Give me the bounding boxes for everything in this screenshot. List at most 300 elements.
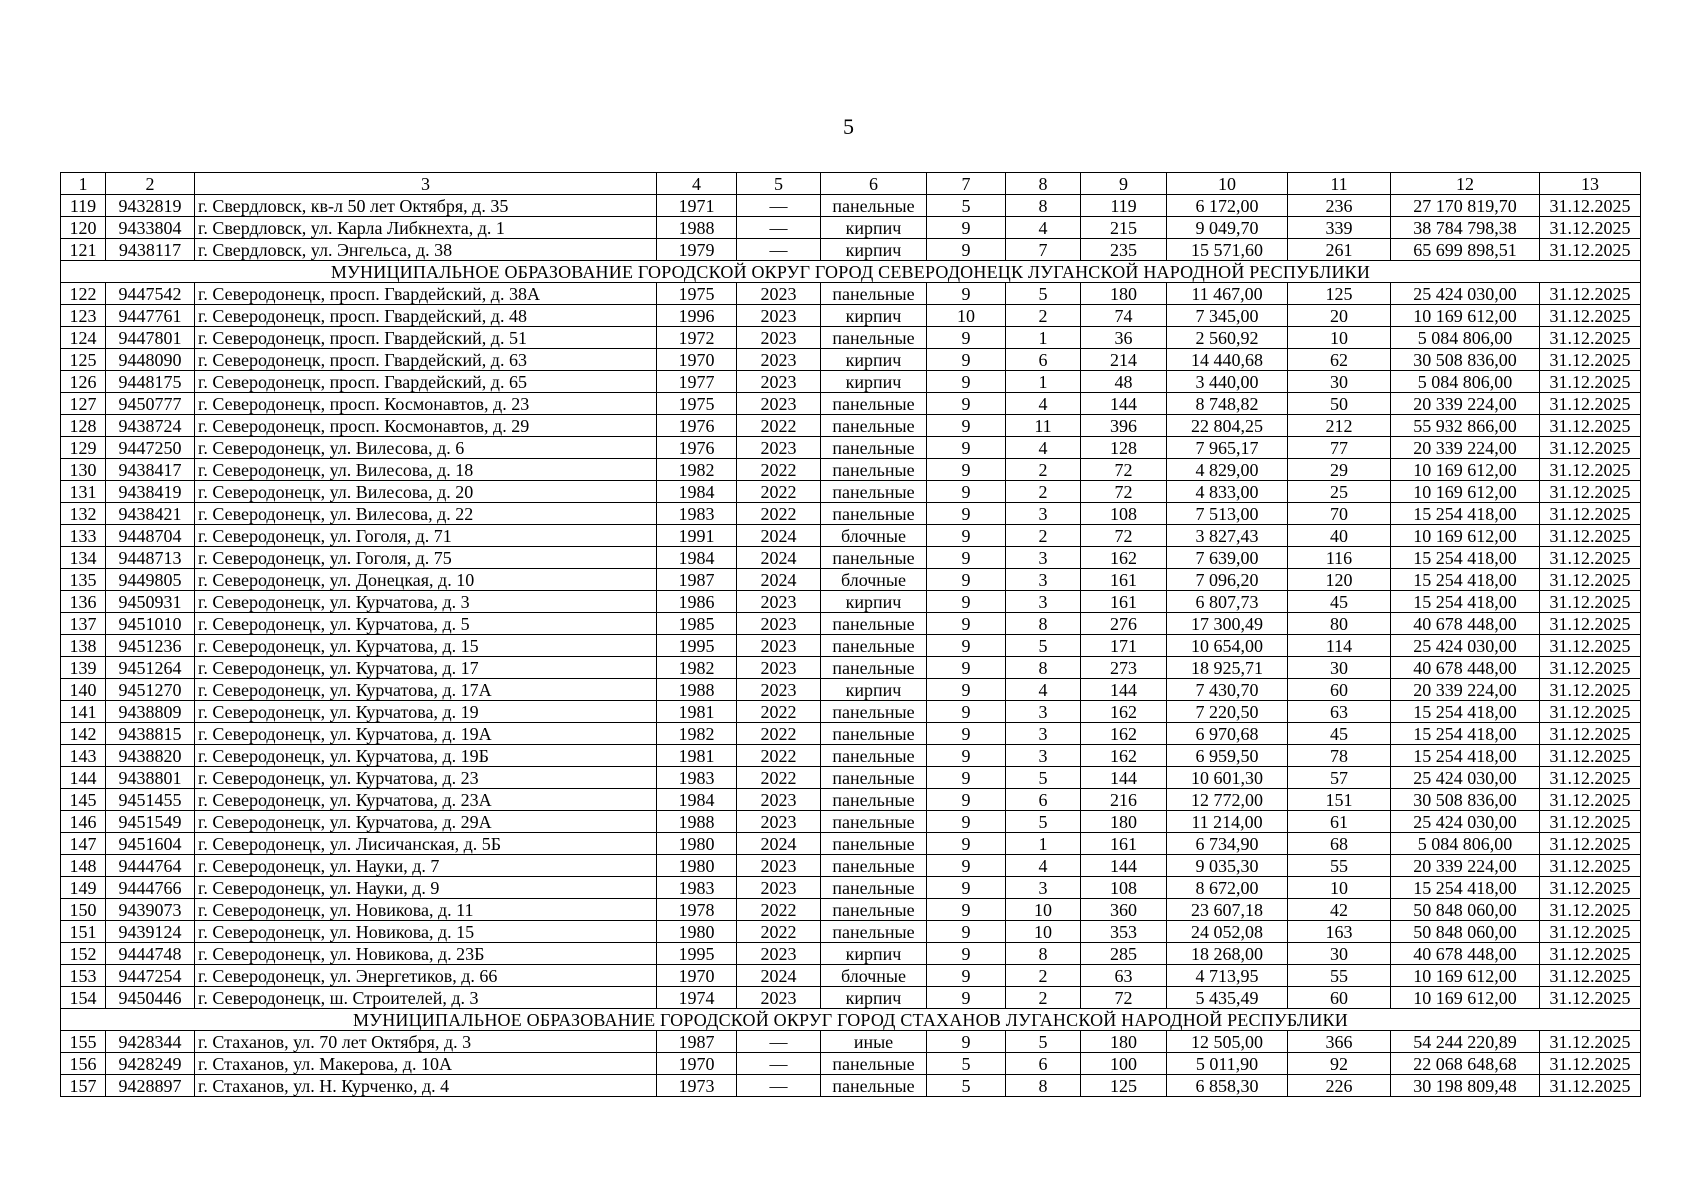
table-cell-col-7: 9 bbox=[927, 811, 1006, 833]
table-cell-col-3: г. Северодонецк, ул. Донецкая, д. 10 bbox=[195, 569, 657, 591]
table-cell-col-8: 1 bbox=[1006, 327, 1081, 349]
table-cell-col-11: 78 bbox=[1288, 745, 1391, 767]
table-cell-col-6: кирпич bbox=[821, 371, 927, 393]
table-cell-col-13: 31.12.2025 bbox=[1540, 943, 1641, 965]
table-cell-col-2: 9428344 bbox=[106, 1031, 195, 1053]
table-cell-col-9: 180 bbox=[1081, 1031, 1167, 1053]
table-cell-col-11: 55 bbox=[1288, 855, 1391, 877]
table-cell-col-8: 3 bbox=[1006, 503, 1081, 525]
table-cell-col-8: 2 bbox=[1006, 965, 1081, 987]
table-cell-col-10: 10 654,00 bbox=[1167, 635, 1288, 657]
table-cell-col-3: г. Стаханов, ул. Макерова, д. 10А bbox=[195, 1053, 657, 1075]
table-row bbox=[61, 833, 1641, 855]
table-cell-col-1: 122 bbox=[61, 283, 106, 305]
table-row bbox=[61, 635, 1641, 657]
section-title: МУНИЦИПАЛЬНОЕ ОБРАЗОВАНИЕ ГОРОДСКОЙ ОКРУГ ГОРОД СТАХАНОВ ЛУГАНСКОЙ НАРОДНОЙ РЕСПУБЛИКИ bbox=[61, 1009, 1641, 1031]
table-row bbox=[61, 987, 1641, 1009]
table-cell-col-8: 4 bbox=[1006, 855, 1081, 877]
table-cell-col-2: 9448090 bbox=[106, 349, 195, 371]
table-cell-col-12: 20 339 224,00 bbox=[1391, 437, 1540, 459]
table-cell-col-7: 5 bbox=[927, 1075, 1006, 1097]
table-cell-col-12: 10 169 612,00 bbox=[1391, 305, 1540, 327]
table-cell-col-3: г. Северодонецк, ул. Науки, д. 9 bbox=[195, 877, 657, 899]
table-cell-col-5: 2022 bbox=[737, 701, 821, 723]
table-cell-col-5: — bbox=[737, 217, 821, 239]
table-row bbox=[61, 921, 1641, 943]
table-cell-col-4: 1987 bbox=[657, 1031, 737, 1053]
table-cell-col-5: 2023 bbox=[737, 591, 821, 613]
table-cell-col-12: 25 424 030,00 bbox=[1391, 811, 1540, 833]
table-cell-col-13: 31.12.2025 bbox=[1540, 217, 1641, 239]
table-cell-col-1: 134 bbox=[61, 547, 106, 569]
table-cell-col-9: 72 bbox=[1081, 987, 1167, 1009]
column-number-11: 11 bbox=[1288, 173, 1391, 195]
table-cell-col-5: — bbox=[737, 1031, 821, 1053]
table-cell-col-5: — bbox=[737, 1075, 821, 1097]
table-cell-col-9: 72 bbox=[1081, 459, 1167, 481]
table-cell-col-9: 162 bbox=[1081, 547, 1167, 569]
table-cell-col-1: 146 bbox=[61, 811, 106, 833]
table-cell-col-9: 72 bbox=[1081, 481, 1167, 503]
table-cell-col-4: 1977 bbox=[657, 371, 737, 393]
table-cell-col-13: 31.12.2025 bbox=[1540, 767, 1641, 789]
column-number-10: 10 bbox=[1167, 173, 1288, 195]
table-cell-col-12: 10 169 612,00 bbox=[1391, 525, 1540, 547]
table-cell-col-9: 144 bbox=[1081, 767, 1167, 789]
table-cell-col-2: 9450777 bbox=[106, 393, 195, 415]
table-cell-col-12: 20 339 224,00 bbox=[1391, 855, 1540, 877]
table-cell-col-4: 1971 bbox=[657, 195, 737, 217]
table-cell-col-13: 31.12.2025 bbox=[1540, 503, 1641, 525]
table-cell-col-2: 9438419 bbox=[106, 481, 195, 503]
table-cell-col-12: 40 678 448,00 bbox=[1391, 613, 1540, 635]
table-cell-col-6: панельные bbox=[821, 503, 927, 525]
table-cell-col-1: 147 bbox=[61, 833, 106, 855]
table-cell-col-4: 1975 bbox=[657, 283, 737, 305]
table-cell-col-4: 1979 bbox=[657, 239, 737, 261]
table-row bbox=[61, 437, 1641, 459]
table-cell-col-6: панельные bbox=[821, 613, 927, 635]
table-row bbox=[61, 195, 1641, 217]
table-cell-col-2: 9447542 bbox=[106, 283, 195, 305]
table-cell-col-12: 15 254 418,00 bbox=[1391, 569, 1540, 591]
table-cell-col-10: 12 505,00 bbox=[1167, 1031, 1288, 1053]
table-cell-col-7: 9 bbox=[927, 437, 1006, 459]
table-cell-col-3: г. Северодонецк, ул. Курчатова, д. 19А bbox=[195, 723, 657, 745]
table-row bbox=[61, 1053, 1641, 1075]
table-cell-col-8: 2 bbox=[1006, 987, 1081, 1009]
table-cell-col-6: панельные bbox=[821, 393, 927, 415]
table-cell-col-13: 31.12.2025 bbox=[1540, 657, 1641, 679]
table-cell-col-2: 9447250 bbox=[106, 437, 195, 459]
table-row bbox=[61, 239, 1641, 261]
table-row bbox=[61, 525, 1641, 547]
table-cell-col-1: 123 bbox=[61, 305, 106, 327]
table-row bbox=[61, 305, 1641, 327]
table-cell-col-12: 27 170 819,70 bbox=[1391, 195, 1540, 217]
table-cell-col-1: 132 bbox=[61, 503, 106, 525]
table-cell-col-11: 60 bbox=[1288, 987, 1391, 1009]
section-title-row bbox=[61, 1009, 1641, 1031]
table-cell-col-9: 144 bbox=[1081, 855, 1167, 877]
table-cell-col-13: 31.12.2025 bbox=[1540, 371, 1641, 393]
table-cell-col-1: 124 bbox=[61, 327, 106, 349]
table-cell-col-13: 31.12.2025 bbox=[1540, 415, 1641, 437]
table-cell-col-5: 2022 bbox=[737, 723, 821, 745]
table-cell-col-8: 6 bbox=[1006, 789, 1081, 811]
table-cell-col-3: г. Северодонецк, ул. Вилесова, д. 22 bbox=[195, 503, 657, 525]
table-cell-col-9: 162 bbox=[1081, 701, 1167, 723]
table-cell-col-5: 2023 bbox=[737, 987, 821, 1009]
table-cell-col-11: 80 bbox=[1288, 613, 1391, 635]
section-title-row bbox=[61, 261, 1641, 283]
table-cell-col-3: г. Северодонецк, просп. Гвардейский, д. 51 bbox=[195, 327, 657, 349]
table-cell-col-6: кирпич bbox=[821, 217, 927, 239]
table-cell-col-7: 9 bbox=[927, 525, 1006, 547]
table-cell-col-13: 31.12.2025 bbox=[1540, 569, 1641, 591]
table-cell-col-12: 38 784 798,38 bbox=[1391, 217, 1540, 239]
table-cell-col-12: 20 339 224,00 bbox=[1391, 393, 1540, 415]
table-cell-col-7: 9 bbox=[927, 591, 1006, 613]
table-cell-col-1: 145 bbox=[61, 789, 106, 811]
table-cell-col-7: 9 bbox=[927, 239, 1006, 261]
table-cell-col-9: 214 bbox=[1081, 349, 1167, 371]
table-cell-col-5: 2022 bbox=[737, 767, 821, 789]
table-cell-col-3: г. Северодонецк, ул. Курчатова, д. 19 bbox=[195, 701, 657, 723]
table-cell-col-5: 2024 bbox=[737, 965, 821, 987]
table-cell-col-4: 1983 bbox=[657, 503, 737, 525]
table-cell-col-2: 9432819 bbox=[106, 195, 195, 217]
table-cell-col-10: 6 970,68 bbox=[1167, 723, 1288, 745]
table-cell-col-11: 68 bbox=[1288, 833, 1391, 855]
table-row bbox=[61, 679, 1641, 701]
table-cell-col-1: 135 bbox=[61, 569, 106, 591]
table-cell-col-11: 116 bbox=[1288, 547, 1391, 569]
table-cell-col-10: 5 011,90 bbox=[1167, 1053, 1288, 1075]
table-cell-col-5: 2023 bbox=[737, 635, 821, 657]
table-cell-col-9: 215 bbox=[1081, 217, 1167, 239]
table-cell-col-1: 142 bbox=[61, 723, 106, 745]
table-cell-col-1: 151 bbox=[61, 921, 106, 943]
table-cell-col-6: панельные bbox=[821, 635, 927, 657]
table-cell-col-2: 9438809 bbox=[106, 701, 195, 723]
table-cell-col-7: 9 bbox=[927, 679, 1006, 701]
table-cell-col-10: 17 300,49 bbox=[1167, 613, 1288, 635]
table-cell-col-3: г. Стаханов, ул. Н. Курченко, д. 4 bbox=[195, 1075, 657, 1097]
table-cell-col-3: г. Северодонецк, ул. Гоголя, д. 75 bbox=[195, 547, 657, 569]
table-body bbox=[61, 173, 1641, 1097]
table-cell-col-12: 10 169 612,00 bbox=[1391, 459, 1540, 481]
table-cell-col-4: 1980 bbox=[657, 921, 737, 943]
table-cell-col-8: 5 bbox=[1006, 811, 1081, 833]
table-cell-col-11: 30 bbox=[1288, 371, 1391, 393]
column-number-1: 1 bbox=[61, 173, 106, 195]
table-cell-col-12: 50 848 060,00 bbox=[1391, 899, 1540, 921]
table-cell-col-8: 7 bbox=[1006, 239, 1081, 261]
table-cell-col-11: 261 bbox=[1288, 239, 1391, 261]
table-cell-col-3: г. Северодонецк, ул. Курчатова, д. 15 bbox=[195, 635, 657, 657]
table-cell-col-3: г. Северодонецк, просп. Космонавтов, д. 23 bbox=[195, 393, 657, 415]
table-cell-col-2: 9450931 bbox=[106, 591, 195, 613]
table-cell-col-12: 25 424 030,00 bbox=[1391, 767, 1540, 789]
column-number-12: 12 bbox=[1391, 173, 1540, 195]
table-cell-col-5: — bbox=[737, 195, 821, 217]
table-cell-col-1: 143 bbox=[61, 745, 106, 767]
table-cell-col-12: 15 254 418,00 bbox=[1391, 745, 1540, 767]
table-cell-col-2: 9439124 bbox=[106, 921, 195, 943]
column-number-9: 9 bbox=[1081, 173, 1167, 195]
table-cell-col-13: 31.12.2025 bbox=[1540, 635, 1641, 657]
table-cell-col-8: 3 bbox=[1006, 723, 1081, 745]
table-cell-col-13: 31.12.2025 bbox=[1540, 899, 1641, 921]
table-cell-col-6: панельные bbox=[821, 745, 927, 767]
table-cell-col-6: панельные bbox=[821, 415, 927, 437]
table-cell-col-4: 1987 bbox=[657, 569, 737, 591]
table-cell-col-9: 63 bbox=[1081, 965, 1167, 987]
table-cell-col-8: 4 bbox=[1006, 393, 1081, 415]
table-cell-col-8: 3 bbox=[1006, 877, 1081, 899]
table-cell-col-2: 9448713 bbox=[106, 547, 195, 569]
table-cell-col-3: г. Северодонецк, просп. Гвардейский, д. 65 bbox=[195, 371, 657, 393]
table-cell-col-7: 5 bbox=[927, 1053, 1006, 1075]
table-cell-col-7: 9 bbox=[927, 613, 1006, 635]
table-cell-col-9: 360 bbox=[1081, 899, 1167, 921]
table-row bbox=[61, 415, 1641, 437]
table-row bbox=[61, 811, 1641, 833]
table-cell-col-1: 140 bbox=[61, 679, 106, 701]
table-cell-col-12: 30 508 836,00 bbox=[1391, 349, 1540, 371]
table-cell-col-3: г. Северодонецк, ул. Курчатова, д. 23 bbox=[195, 767, 657, 789]
table-cell-col-7: 9 bbox=[927, 877, 1006, 899]
table-cell-col-8: 8 bbox=[1006, 1075, 1081, 1097]
table-cell-col-2: 9444764 bbox=[106, 855, 195, 877]
table-cell-col-8: 11 bbox=[1006, 415, 1081, 437]
table-cell-col-11: 92 bbox=[1288, 1053, 1391, 1075]
table-cell-col-3: г. Северодонецк, просп. Гвардейский, д. 63 bbox=[195, 349, 657, 371]
column-number-5: 5 bbox=[737, 173, 821, 195]
table-cell-col-1: 156 bbox=[61, 1053, 106, 1075]
table-cell-col-8: 2 bbox=[1006, 525, 1081, 547]
table-cell-col-7: 9 bbox=[927, 415, 1006, 437]
table-cell-col-1: 153 bbox=[61, 965, 106, 987]
table-cell-col-9: 161 bbox=[1081, 833, 1167, 855]
table-cell-col-10: 18 925,71 bbox=[1167, 657, 1288, 679]
table-cell-col-8: 6 bbox=[1006, 1053, 1081, 1075]
table-cell-col-5: 2022 bbox=[737, 481, 821, 503]
table-cell-col-11: 20 bbox=[1288, 305, 1391, 327]
table-cell-col-4: 1983 bbox=[657, 767, 737, 789]
table-cell-col-10: 6 959,50 bbox=[1167, 745, 1288, 767]
table-cell-col-13: 31.12.2025 bbox=[1540, 789, 1641, 811]
table-cell-col-11: 40 bbox=[1288, 525, 1391, 547]
table-cell-col-11: 236 bbox=[1288, 195, 1391, 217]
table-cell-col-10: 24 052,08 bbox=[1167, 921, 1288, 943]
table-cell-col-9: 180 bbox=[1081, 811, 1167, 833]
table-cell-col-6: панельные bbox=[821, 921, 927, 943]
table-cell-col-4: 1991 bbox=[657, 525, 737, 547]
table-cell-col-12: 25 424 030,00 bbox=[1391, 635, 1540, 657]
table-cell-col-4: 1976 bbox=[657, 437, 737, 459]
table-cell-col-4: 1972 bbox=[657, 327, 737, 349]
table-cell-col-12: 15 254 418,00 bbox=[1391, 591, 1540, 613]
table-cell-col-10: 7 639,00 bbox=[1167, 547, 1288, 569]
table-cell-col-13: 31.12.2025 bbox=[1540, 723, 1641, 745]
table-cell-col-1: 119 bbox=[61, 195, 106, 217]
table-cell-col-7: 9 bbox=[927, 701, 1006, 723]
table-cell-col-1: 137 bbox=[61, 613, 106, 635]
table-cell-col-12: 5 084 806,00 bbox=[1391, 833, 1540, 855]
table-row bbox=[61, 591, 1641, 613]
table-cell-col-10: 6 807,73 bbox=[1167, 591, 1288, 613]
table-cell-col-3: г. Северодонецк, ул. Вилесова, д. 6 bbox=[195, 437, 657, 459]
table-cell-col-5: 2022 bbox=[737, 745, 821, 767]
table-cell-col-11: 45 bbox=[1288, 723, 1391, 745]
table-row bbox=[61, 1031, 1641, 1053]
table-row bbox=[61, 855, 1641, 877]
table-cell-col-13: 31.12.2025 bbox=[1540, 921, 1641, 943]
table-cell-col-5: 2023 bbox=[737, 437, 821, 459]
table-cell-col-2: 9428249 bbox=[106, 1053, 195, 1075]
table-cell-col-10: 8 748,82 bbox=[1167, 393, 1288, 415]
column-number-row bbox=[61, 173, 1641, 195]
table-cell-col-11: 42 bbox=[1288, 899, 1391, 921]
table-cell-col-13: 31.12.2025 bbox=[1540, 195, 1641, 217]
table-cell-col-9: 100 bbox=[1081, 1053, 1167, 1075]
table-cell-col-2: 9447761 bbox=[106, 305, 195, 327]
table-cell-col-4: 1984 bbox=[657, 789, 737, 811]
table-cell-col-6: панельные bbox=[821, 327, 927, 349]
table-cell-col-11: 70 bbox=[1288, 503, 1391, 525]
table-cell-col-11: 77 bbox=[1288, 437, 1391, 459]
table-cell-col-2: 9451604 bbox=[106, 833, 195, 855]
table-cell-col-6: панельные bbox=[821, 723, 927, 745]
table-cell-col-6: панельные bbox=[821, 767, 927, 789]
table-cell-col-4: 1970 bbox=[657, 965, 737, 987]
table-cell-col-6: панельные bbox=[821, 1053, 927, 1075]
table-cell-col-5: 2023 bbox=[737, 943, 821, 965]
table-cell-col-10: 12 772,00 bbox=[1167, 789, 1288, 811]
table-cell-col-13: 31.12.2025 bbox=[1540, 679, 1641, 701]
table-cell-col-10: 11 214,00 bbox=[1167, 811, 1288, 833]
column-number-3: 3 bbox=[195, 173, 657, 195]
table-cell-col-6: панельные bbox=[821, 855, 927, 877]
table-cell-col-8: 8 bbox=[1006, 943, 1081, 965]
table-cell-col-11: 114 bbox=[1288, 635, 1391, 657]
table-cell-col-8: 4 bbox=[1006, 437, 1081, 459]
table-cell-col-5: 2022 bbox=[737, 503, 821, 525]
table-cell-col-9: 180 bbox=[1081, 283, 1167, 305]
table-cell-col-3: г. Северодонецк, ул. Курчатова, д. 23А bbox=[195, 789, 657, 811]
table-cell-col-13: 31.12.2025 bbox=[1540, 481, 1641, 503]
table-cell-col-13: 31.12.2025 bbox=[1540, 591, 1641, 613]
table-cell-col-9: 108 bbox=[1081, 877, 1167, 899]
table-cell-col-11: 63 bbox=[1288, 701, 1391, 723]
table-cell-col-12: 30 508 836,00 bbox=[1391, 789, 1540, 811]
table-cell-col-10: 7 965,17 bbox=[1167, 437, 1288, 459]
table-cell-col-10: 7 345,00 bbox=[1167, 305, 1288, 327]
table-cell-col-10: 7 430,70 bbox=[1167, 679, 1288, 701]
table-cell-col-9: 72 bbox=[1081, 525, 1167, 547]
table-row bbox=[61, 965, 1641, 987]
table-cell-col-7: 9 bbox=[927, 459, 1006, 481]
table-cell-col-4: 1995 bbox=[657, 635, 737, 657]
table-row bbox=[61, 1075, 1641, 1097]
table-cell-col-1: 120 bbox=[61, 217, 106, 239]
table-cell-col-2: 9451270 bbox=[106, 679, 195, 701]
table-cell-col-10: 5 435,49 bbox=[1167, 987, 1288, 1009]
table-cell-col-6: панельные bbox=[821, 877, 927, 899]
table-cell-col-5: 2022 bbox=[737, 415, 821, 437]
table-cell-col-2: 9448704 bbox=[106, 525, 195, 547]
table-cell-col-2: 9433804 bbox=[106, 217, 195, 239]
table-cell-col-12: 30 198 809,48 bbox=[1391, 1075, 1540, 1097]
table-cell-col-3: г. Свердловск, кв-л 50 лет Октября, д. 35 bbox=[195, 195, 657, 217]
table-cell-col-7: 9 bbox=[927, 723, 1006, 745]
table-cell-col-2: 9447801 bbox=[106, 327, 195, 349]
table-cell-col-8: 5 bbox=[1006, 767, 1081, 789]
table-cell-col-5: 2024 bbox=[737, 569, 821, 591]
table-cell-col-2: 9449805 bbox=[106, 569, 195, 591]
table-cell-col-1: 121 bbox=[61, 239, 106, 261]
table-cell-col-7: 9 bbox=[927, 789, 1006, 811]
table-cell-col-5: 2023 bbox=[737, 811, 821, 833]
table-cell-col-8: 3 bbox=[1006, 547, 1081, 569]
table-cell-col-9: 125 bbox=[1081, 1075, 1167, 1097]
table-cell-col-9: 396 bbox=[1081, 415, 1167, 437]
table-cell-col-9: 235 bbox=[1081, 239, 1167, 261]
table-cell-col-13: 31.12.2025 bbox=[1540, 437, 1641, 459]
table-cell-col-12: 15 254 418,00 bbox=[1391, 503, 1540, 525]
table-cell-col-10: 6 858,30 bbox=[1167, 1075, 1288, 1097]
table-cell-col-2: 9450446 bbox=[106, 987, 195, 1009]
table-cell-col-5: 2023 bbox=[737, 393, 821, 415]
table-cell-col-12: 10 169 612,00 bbox=[1391, 481, 1540, 503]
table-cell-col-9: 48 bbox=[1081, 371, 1167, 393]
table-cell-col-3: г. Северодонецк, ул. Гоголя, д. 71 bbox=[195, 525, 657, 547]
table-cell-col-11: 212 bbox=[1288, 415, 1391, 437]
table-cell-col-4: 1973 bbox=[657, 1075, 737, 1097]
table-cell-col-9: 108 bbox=[1081, 503, 1167, 525]
table-cell-col-9: 273 bbox=[1081, 657, 1167, 679]
table-cell-col-1: 149 bbox=[61, 877, 106, 899]
table-cell-col-4: 1982 bbox=[657, 459, 737, 481]
table-cell-col-2: 9438801 bbox=[106, 767, 195, 789]
table-cell-col-2: 9451010 bbox=[106, 613, 195, 635]
table-cell-col-12: 15 254 418,00 bbox=[1391, 547, 1540, 569]
table-cell-col-1: 126 bbox=[61, 371, 106, 393]
table-cell-col-7: 9 bbox=[927, 965, 1006, 987]
table-row bbox=[61, 899, 1641, 921]
table-cell-col-5: 2022 bbox=[737, 921, 821, 943]
table-cell-col-1: 155 bbox=[61, 1031, 106, 1053]
table-cell-col-4: 1984 bbox=[657, 547, 737, 569]
table-cell-col-5: 2023 bbox=[737, 305, 821, 327]
table-cell-col-4: 1988 bbox=[657, 679, 737, 701]
table-cell-col-1: 130 bbox=[61, 459, 106, 481]
table-cell-col-13: 31.12.2025 bbox=[1540, 877, 1641, 899]
table-cell-col-6: панельные bbox=[821, 811, 927, 833]
table-cell-col-12: 40 678 448,00 bbox=[1391, 657, 1540, 679]
table-cell-col-6: панельные bbox=[821, 789, 927, 811]
table-row bbox=[61, 283, 1641, 305]
table-cell-col-7: 9 bbox=[927, 943, 1006, 965]
table-row bbox=[61, 789, 1641, 811]
table-cell-col-2: 9438417 bbox=[106, 459, 195, 481]
table-cell-col-6: блочные bbox=[821, 965, 927, 987]
table-cell-col-5: 2023 bbox=[737, 789, 821, 811]
table-cell-col-3: г. Северодонецк, ул. Курчатова, д. 3 bbox=[195, 591, 657, 613]
table-cell-col-9: 74 bbox=[1081, 305, 1167, 327]
